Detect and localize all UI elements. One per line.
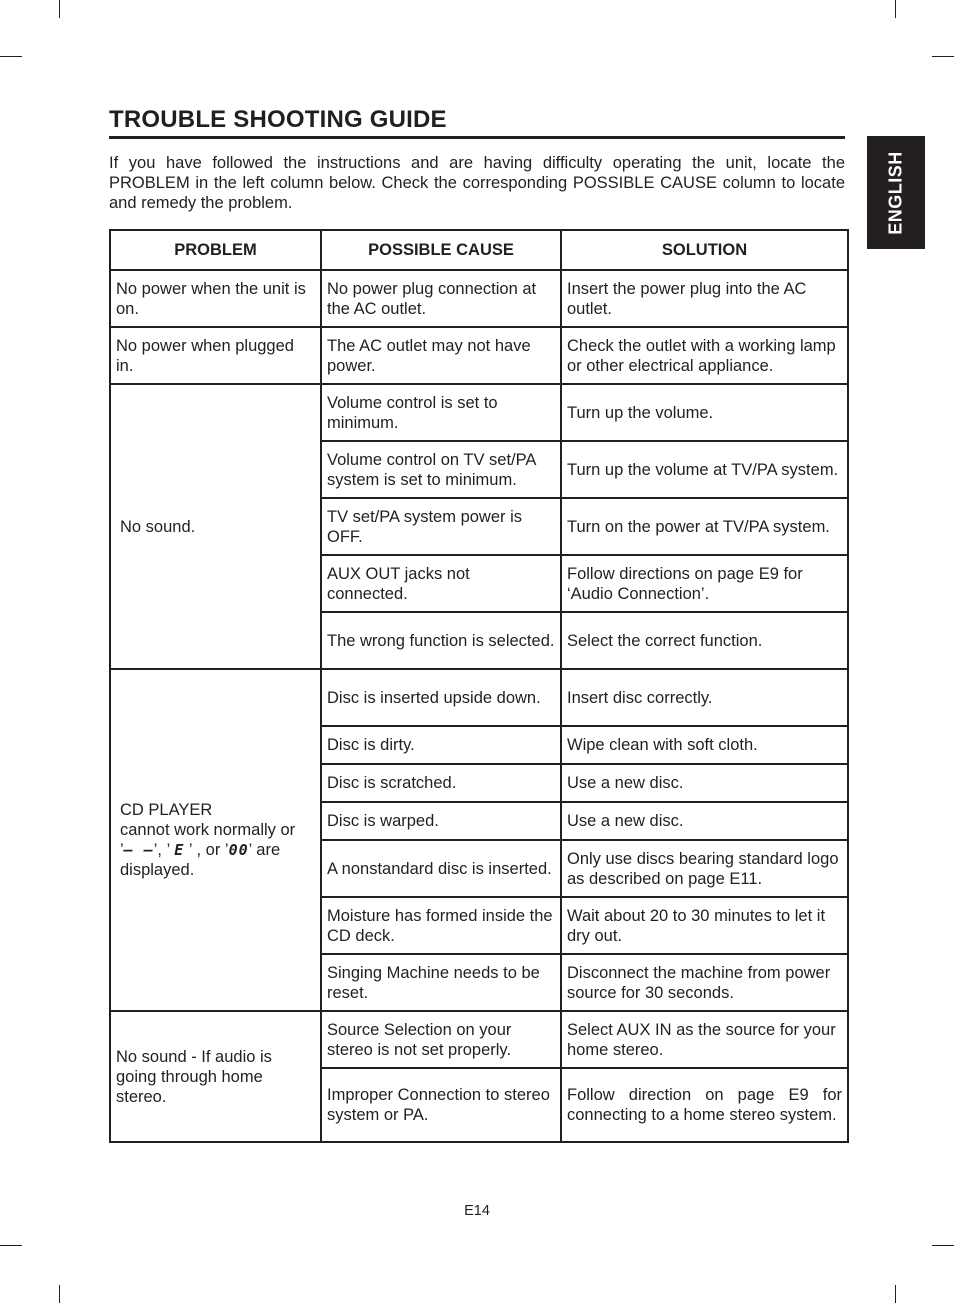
solution-cell: Check the outlet with a working lamp or other electrical appliance. bbox=[561, 327, 848, 384]
solution-cell: Only use discs bearing standard logo as described on page E11. bbox=[561, 840, 848, 897]
cause-cell: Moisture has formed inside the CD deck. bbox=[321, 897, 561, 954]
solution-cell: Follow direction on page E9 for connecting to a home stereo system. bbox=[561, 1068, 848, 1142]
table-row bbox=[110, 384, 848, 441]
page-number: E14 bbox=[464, 1203, 490, 1219]
cause-cell: Volume control is set to minimum. bbox=[321, 384, 561, 441]
solution-cell: Use a new disc. bbox=[561, 802, 848, 840]
cause-cell: Singing Machine needs to be reset. bbox=[321, 954, 561, 1011]
crop-mark bbox=[59, 0, 60, 18]
table-row bbox=[110, 270, 848, 327]
header-solution: SOLUTION bbox=[561, 230, 848, 270]
table-row bbox=[110, 327, 848, 384]
cause-cell: Source Selection on your stereo is not set properly. bbox=[321, 1011, 561, 1068]
solution-cell: Follow directions on page E9 for ‘Audio Connection’. bbox=[561, 555, 848, 612]
solution-cell: Select AUX IN as the source for your home stereo. bbox=[561, 1011, 848, 1068]
solution-cell: Insert disc correctly. bbox=[561, 669, 848, 726]
cause-cell: Disc is warped. bbox=[321, 802, 561, 840]
solution-cell: Insert the power plug into the AC outlet. bbox=[561, 270, 848, 327]
problem-cell: No sound. bbox=[110, 384, 321, 669]
table-row bbox=[110, 1011, 848, 1068]
problem-cell: No power when plugged in. bbox=[110, 327, 321, 384]
cause-cell: No power plug connection at the AC outlet. bbox=[321, 270, 561, 327]
header-problem: PROBLEM bbox=[110, 230, 321, 270]
crop-mark bbox=[895, 1285, 896, 1303]
cause-cell: The AC outlet may not have power. bbox=[321, 327, 561, 384]
intro-paragraph: If you have followed the instructions and are having difficulty operating the unit, locate the PROBLEM in the left column below. Check the corresponding POSSIBLE CAUSE column to locate and remedy the problem. bbox=[109, 154, 845, 212]
crop-mark bbox=[59, 1285, 60, 1303]
language-tab-label: ENGLISH bbox=[885, 150, 906, 235]
cause-cell: Improper Connection to stereo system or PA. bbox=[321, 1068, 561, 1142]
problem-cell: No sound - If audio is going through home stereo. bbox=[110, 1011, 321, 1142]
display-code: – – bbox=[123, 841, 154, 859]
solution-cell: Disconnect the machine from power source for 30 seconds. bbox=[561, 954, 848, 1011]
solution-cell: Select the correct function. bbox=[561, 612, 848, 669]
solution-cell: Turn up the volume. bbox=[561, 384, 848, 441]
cause-cell: AUX OUT jacks not connected. bbox=[321, 555, 561, 612]
solution-cell: Wait about 20 to 30 minutes to let it dry out. bbox=[561, 897, 848, 954]
cause-cell: The wrong function is selected. bbox=[321, 612, 561, 669]
display-code: E bbox=[174, 841, 185, 859]
language-tab bbox=[867, 136, 925, 249]
crop-mark bbox=[895, 0, 896, 18]
display-codes-line: ’– –’, ’ E ’ , or ’00’ are bbox=[120, 841, 281, 859]
page-title: TROUBLE SHOOTING GUIDE bbox=[109, 106, 845, 139]
solution-cell: Turn up the volume at TV/PA system. bbox=[561, 441, 848, 498]
cause-cell: Volume control on TV set/PA system is set to minimum. bbox=[321, 441, 561, 498]
cause-cell: A nonstandard disc is inserted. bbox=[321, 840, 561, 897]
problem-text: displayed. bbox=[120, 861, 195, 879]
problem-text: cannot work normally or bbox=[120, 821, 296, 839]
cd-player-heading: CD PLAYER bbox=[120, 801, 213, 819]
table-row bbox=[110, 669, 848, 726]
problem-cell: No power when the unit is on. bbox=[110, 270, 321, 327]
cause-cell: Disc is dirty. bbox=[321, 726, 561, 764]
crop-mark bbox=[932, 1245, 954, 1246]
problem-text: are bbox=[256, 841, 281, 859]
troubleshooting-table bbox=[109, 229, 849, 1143]
solution-cell: Turn on the power at TV/PA system. bbox=[561, 498, 848, 555]
crop-mark bbox=[932, 56, 954, 57]
cause-cell: TV set/PA system power is OFF. bbox=[321, 498, 561, 555]
solution-cell: Use a new disc. bbox=[561, 764, 848, 802]
solution-cell: Wipe clean with soft cloth. bbox=[561, 726, 848, 764]
crop-mark bbox=[0, 1245, 22, 1246]
header-possible-cause: POSSIBLE CAUSE bbox=[321, 230, 561, 270]
cause-cell: Disc is scratched. bbox=[321, 764, 561, 802]
crop-mark bbox=[0, 56, 22, 57]
cause-cell: Disc is inserted upside down. bbox=[321, 669, 561, 726]
display-code: 00 bbox=[228, 841, 249, 859]
problem-cell bbox=[110, 669, 321, 1011]
